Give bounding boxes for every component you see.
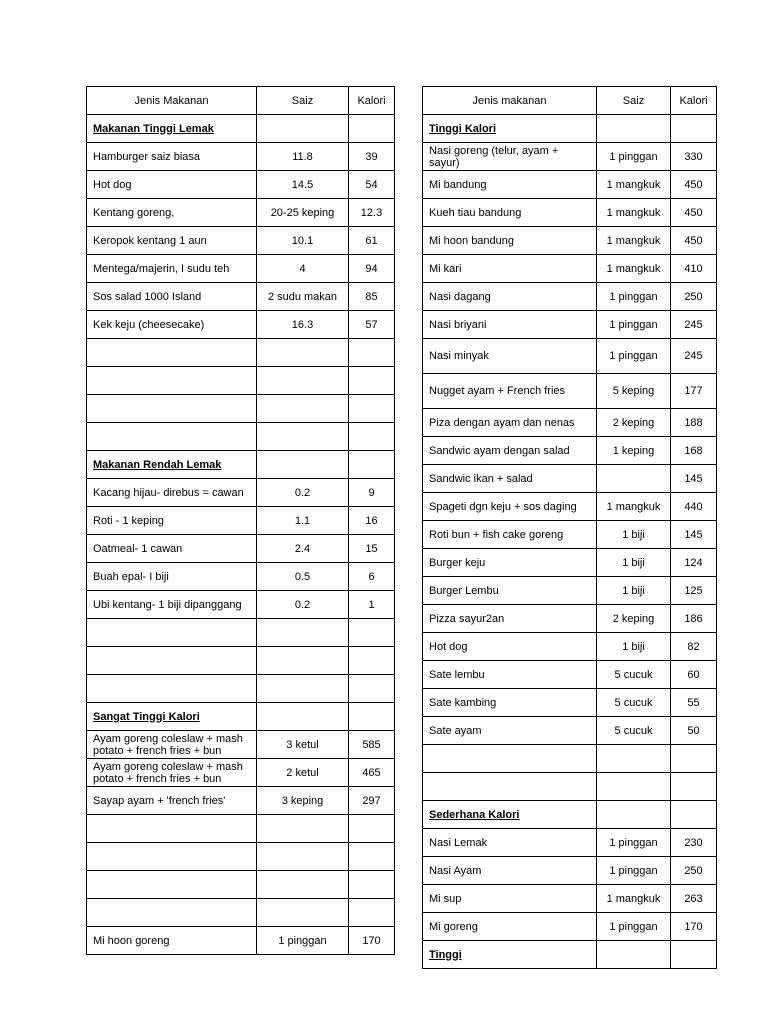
food-size: 1 mangkuk xyxy=(597,227,671,255)
food-name: Kek keju (cheesecake) xyxy=(87,311,257,339)
table-row xyxy=(423,374,717,409)
food-size: 2 ketul xyxy=(257,759,349,787)
food-calories: 188 xyxy=(671,409,717,437)
food-name: Sandwic ayam dengan salad xyxy=(423,437,597,465)
food-size xyxy=(597,465,671,493)
empty-cell xyxy=(257,675,349,703)
section-row xyxy=(87,115,395,143)
food-size: 0.2 xyxy=(257,591,349,619)
empty-cell xyxy=(87,899,257,927)
food-size: 1 pinggan xyxy=(597,829,671,857)
table-row xyxy=(423,143,717,171)
food-calories: 124 xyxy=(671,549,717,577)
table-row xyxy=(87,171,395,199)
table-row xyxy=(423,409,717,437)
food-size: 2 keping xyxy=(597,409,671,437)
section-title: Sederhana Kalori xyxy=(423,801,597,829)
table-row xyxy=(87,591,395,619)
empty-row xyxy=(87,423,395,451)
food-name: Sate kambing xyxy=(423,689,597,717)
empty-row xyxy=(87,815,395,843)
table-row xyxy=(423,227,717,255)
table-row xyxy=(423,913,717,941)
empty-cell xyxy=(349,115,395,143)
section-row xyxy=(423,801,717,829)
food-name: Mi goreng xyxy=(423,913,597,941)
empty-row xyxy=(87,367,395,395)
food-calories: 170 xyxy=(349,927,395,955)
table-row xyxy=(423,283,717,311)
food-name: Buah epal- I biji xyxy=(87,563,257,591)
empty-cell xyxy=(349,423,395,451)
empty-cell xyxy=(349,899,395,927)
table-row xyxy=(423,885,717,913)
food-size: 1 biji xyxy=(597,521,671,549)
food-calories: 230 xyxy=(671,829,717,857)
header-jenis-makanan: Jenis Makanan xyxy=(87,87,257,115)
section-row xyxy=(87,703,395,731)
food-calories: 186 xyxy=(671,605,717,633)
empty-cell xyxy=(257,871,349,899)
food-size: 3 ketul xyxy=(257,731,349,759)
table-row xyxy=(87,563,395,591)
food-size: 1 mangkuk xyxy=(597,171,671,199)
food-calories: 1 xyxy=(349,591,395,619)
empty-cell xyxy=(257,703,349,731)
table-row xyxy=(423,633,717,661)
food-name: Nasi goreng (telur, ayam + sayur) xyxy=(423,143,597,171)
food-name: Keropok kentang 1 aun xyxy=(87,227,257,255)
empty-cell xyxy=(87,339,257,367)
table-row xyxy=(423,661,717,689)
empty-cell xyxy=(349,843,395,871)
food-name: Nugget ayam + French fries xyxy=(423,374,597,409)
empty-row xyxy=(423,773,717,801)
table-row xyxy=(87,479,395,507)
empty-cell xyxy=(257,815,349,843)
table-row xyxy=(423,717,717,745)
empty-cell xyxy=(349,619,395,647)
table-row xyxy=(423,857,717,885)
empty-cell xyxy=(87,843,257,871)
section-title: Tinggi xyxy=(423,941,597,969)
empty-cell xyxy=(257,899,349,927)
food-size: 1 pinggan xyxy=(597,311,671,339)
empty-cell xyxy=(257,115,349,143)
food-calories: 250 xyxy=(671,857,717,885)
empty-cell xyxy=(349,395,395,423)
food-calories: 585 xyxy=(349,731,395,759)
empty-cell xyxy=(87,871,257,899)
food-calories: 57 xyxy=(349,311,395,339)
food-size: 5 cucuk xyxy=(597,717,671,745)
empty-cell xyxy=(87,675,257,703)
table-row xyxy=(423,689,717,717)
table-row xyxy=(423,255,717,283)
table-row xyxy=(87,507,395,535)
food-size: 20-25 keping xyxy=(257,199,349,227)
food-size: 1.1 xyxy=(257,507,349,535)
food-calories: 125 xyxy=(671,577,717,605)
food-name: Ayam goreng coleslaw + mash potato + french fries + bun xyxy=(87,731,257,759)
food-size: 0.2 xyxy=(257,479,349,507)
food-name: Burger keju xyxy=(423,549,597,577)
food-calories: 245 xyxy=(671,339,717,374)
food-name: Sos salad 1000 Island xyxy=(87,283,257,311)
empty-row xyxy=(87,675,395,703)
food-calories: 61 xyxy=(349,227,395,255)
empty-cell xyxy=(349,367,395,395)
empty-cell xyxy=(257,619,349,647)
food-calories: 6 xyxy=(349,563,395,591)
food-name: Burger Lembu xyxy=(423,577,597,605)
food-name: Nasi briyani xyxy=(423,311,597,339)
food-size: 2 keping xyxy=(597,605,671,633)
food-calories: 465 xyxy=(349,759,395,787)
food-calories: 410 xyxy=(671,255,717,283)
header-kalori: Kalori xyxy=(349,87,395,115)
food-size: 1 biji xyxy=(597,633,671,661)
food-calories: 54 xyxy=(349,171,395,199)
food-size: 1 biji xyxy=(597,577,671,605)
food-calories: 94 xyxy=(349,255,395,283)
empty-cell xyxy=(257,451,349,479)
food-size: 2 sudu makan xyxy=(257,283,349,311)
empty-cell xyxy=(349,871,395,899)
food-size: 5 cucuk xyxy=(597,689,671,717)
food-calories: 297 xyxy=(349,787,395,815)
food-calories: 15 xyxy=(349,535,395,563)
food-calories: 16 xyxy=(349,507,395,535)
food-size: 1 biji xyxy=(597,549,671,577)
table-row xyxy=(423,311,717,339)
food-calories: 450 xyxy=(671,171,717,199)
empty-cell xyxy=(257,339,349,367)
food-name: Kueh tiau bandung xyxy=(423,199,597,227)
table-row xyxy=(87,535,395,563)
section-title: Makanan Tinggi Lemak xyxy=(87,115,257,143)
table-row xyxy=(87,227,395,255)
food-name: Mi sup xyxy=(423,885,597,913)
food-size: 11.8 xyxy=(257,143,349,171)
food-name: Piza dengan ayam dan nenas xyxy=(423,409,597,437)
food-calories: 330 xyxy=(671,143,717,171)
food-calories: 145 xyxy=(671,465,717,493)
food-size: 5 cucuk xyxy=(597,661,671,689)
section-title: Tinggi Kalori xyxy=(423,115,597,143)
food-calories: 12.3 xyxy=(349,199,395,227)
table-row xyxy=(87,199,395,227)
food-name: Hamburger saiz biasa xyxy=(87,143,257,171)
header-saiz: Saiz xyxy=(597,87,671,115)
food-size: 4 xyxy=(257,255,349,283)
table-row xyxy=(87,143,395,171)
table-row xyxy=(87,731,395,759)
empty-cell xyxy=(257,395,349,423)
food-calories: 39 xyxy=(349,143,395,171)
food-name: Ubi kentang- 1 biji dipanggang xyxy=(87,591,257,619)
section-row xyxy=(423,115,717,143)
food-name: Hot dog xyxy=(87,171,257,199)
empty-cell xyxy=(349,675,395,703)
food-size: 3 keping xyxy=(257,787,349,815)
table-row xyxy=(423,199,717,227)
empty-cell xyxy=(87,423,257,451)
food-calories: 440 xyxy=(671,493,717,521)
food-name: Roti - 1 keping xyxy=(87,507,257,535)
food-size: 16.3 xyxy=(257,311,349,339)
empty-row xyxy=(87,647,395,675)
empty-cell xyxy=(257,367,349,395)
empty-cell xyxy=(671,941,717,969)
food-size: 1 pinggan xyxy=(597,143,671,171)
empty-cell xyxy=(671,745,717,773)
food-calories: 177 xyxy=(671,374,717,409)
food-name: Pizza sayur2an xyxy=(423,605,597,633)
empty-cell xyxy=(671,773,717,801)
empty-cell xyxy=(597,801,671,829)
table-row xyxy=(423,339,717,374)
empty-cell xyxy=(349,451,395,479)
empty-cell xyxy=(597,941,671,969)
empty-row xyxy=(423,745,717,773)
food-size: 14.5 xyxy=(257,171,349,199)
food-size: 0.5 xyxy=(257,563,349,591)
food-name: Nasi Ayam xyxy=(423,857,597,885)
empty-cell xyxy=(349,815,395,843)
section-row xyxy=(87,451,395,479)
empty-row xyxy=(87,871,395,899)
food-size: 1 pinggan xyxy=(597,913,671,941)
food-size: 1 mangkuk xyxy=(597,255,671,283)
food-calories: 168 xyxy=(671,437,717,465)
table-row xyxy=(423,493,717,521)
empty-row xyxy=(87,395,395,423)
empty-cell xyxy=(423,745,597,773)
food-name: Mi hoon bandung xyxy=(423,227,597,255)
food-size: 1 mangkuk xyxy=(597,199,671,227)
food-size: 1 pinggan xyxy=(257,927,349,955)
table-row xyxy=(423,605,717,633)
food-name: Sate ayam xyxy=(423,717,597,745)
table-row xyxy=(87,787,395,815)
food-calories: 450 xyxy=(671,227,717,255)
table-row xyxy=(87,759,395,787)
food-name: Sate lembu xyxy=(423,661,597,689)
food-calories: 85 xyxy=(349,283,395,311)
section-row xyxy=(423,941,717,969)
empty-cell xyxy=(257,647,349,675)
food-name: Hot dog xyxy=(423,633,597,661)
food-calories: 170 xyxy=(671,913,717,941)
food-size: 1 pinggan xyxy=(597,283,671,311)
empty-cell xyxy=(87,367,257,395)
food-name: Mi bandung xyxy=(423,171,597,199)
table-row xyxy=(87,311,395,339)
table-row xyxy=(423,171,717,199)
empty-cell xyxy=(257,423,349,451)
food-calories: 250 xyxy=(671,283,717,311)
table-row xyxy=(423,465,717,493)
table-row xyxy=(423,577,717,605)
food-name: Kentang goreng, xyxy=(87,199,257,227)
empty-row xyxy=(87,899,395,927)
food-calories: 263 xyxy=(671,885,717,913)
empty-cell xyxy=(671,115,717,143)
food-name: Roti bun + fish cake goreng xyxy=(423,521,597,549)
empty-row xyxy=(87,339,395,367)
food-size: 1 keping xyxy=(597,437,671,465)
food-calories: 9 xyxy=(349,479,395,507)
header-kalori: Kalori xyxy=(671,87,717,115)
empty-cell xyxy=(597,115,671,143)
table-row xyxy=(423,549,717,577)
table-row xyxy=(87,283,395,311)
empty-cell xyxy=(87,815,257,843)
food-name: Nasi minyak xyxy=(423,339,597,374)
table-row xyxy=(87,255,395,283)
left-calorie-table xyxy=(86,86,395,955)
empty-cell xyxy=(597,745,671,773)
food-name: Kacang hijau- direbus = cawan xyxy=(87,479,257,507)
table-row xyxy=(423,829,717,857)
food-size: 1 pinggan xyxy=(597,339,671,374)
food-calories: 82 xyxy=(671,633,717,661)
table-row xyxy=(423,437,717,465)
empty-cell xyxy=(597,773,671,801)
food-size: 5 keping xyxy=(597,374,671,409)
section-title: Sangat Tinggi Kalori xyxy=(87,703,257,731)
table-row xyxy=(423,521,717,549)
header-saiz: Saiz xyxy=(257,87,349,115)
empty-cell xyxy=(671,801,717,829)
food-calories: 145 xyxy=(671,521,717,549)
food-size: 2.4 xyxy=(257,535,349,563)
food-calories: 55 xyxy=(671,689,717,717)
food-calories: 245 xyxy=(671,311,717,339)
empty-cell xyxy=(87,619,257,647)
food-name: Mi hoon goreng xyxy=(87,927,257,955)
empty-cell xyxy=(257,843,349,871)
food-name: Sandwic ikan + salad xyxy=(423,465,597,493)
empty-row xyxy=(87,843,395,871)
header-jenis-makanan: Jenis makanan xyxy=(423,87,597,115)
food-name: Nasi dagang xyxy=(423,283,597,311)
food-name: Spageti dgn keju + sos daging xyxy=(423,493,597,521)
food-size: 1 mangkuk xyxy=(597,493,671,521)
section-title: Makanan Rendah Lemak xyxy=(87,451,257,479)
empty-cell xyxy=(87,395,257,423)
food-name: Nasi Lemak xyxy=(423,829,597,857)
food-calories: 50 xyxy=(671,717,717,745)
food-name: Oatmeal- 1 cawan xyxy=(87,535,257,563)
food-name: Mentega/majerin, I sudu teh xyxy=(87,255,257,283)
food-calories: 60 xyxy=(671,661,717,689)
food-name: Ayam goreng coleslaw + mash potato + french fries + bun xyxy=(87,759,257,787)
empty-cell xyxy=(349,339,395,367)
food-name: Mi kari xyxy=(423,255,597,283)
right-calorie-table xyxy=(422,86,717,969)
table-row xyxy=(87,927,395,955)
empty-cell xyxy=(349,647,395,675)
empty-cell xyxy=(87,647,257,675)
empty-cell xyxy=(349,703,395,731)
food-calories: 450 xyxy=(671,199,717,227)
food-name: Sayap ayam + 'french fries' xyxy=(87,787,257,815)
food-size: 1 mangkuk xyxy=(597,885,671,913)
empty-cell xyxy=(423,773,597,801)
food-size: 10.1 xyxy=(257,227,349,255)
food-size: 1 pinggan xyxy=(597,857,671,885)
empty-row xyxy=(87,619,395,647)
